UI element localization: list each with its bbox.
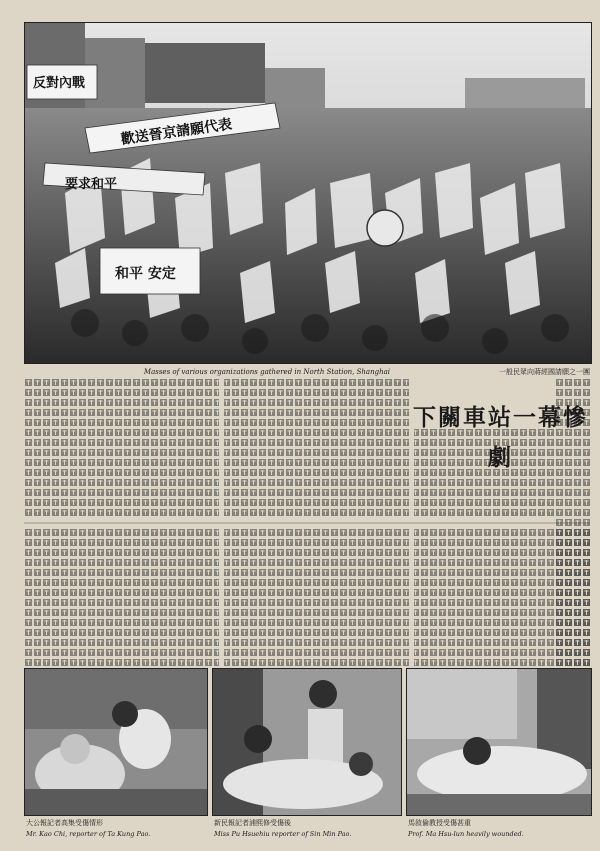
caption-kao-chi-zh: 大公報記者高集受傷情形 xyxy=(26,819,103,827)
photo-pu-hsuehiu xyxy=(212,668,402,816)
top-caption-en: Masses of various organizations gathered in North Station, Shanghai xyxy=(143,368,390,376)
caption-pu-hsuehiu xyxy=(214,818,400,846)
photo-ma-hsu-lun xyxy=(406,668,592,816)
banner-3 xyxy=(100,248,200,294)
crowd-photo-graphic xyxy=(25,23,591,363)
caption-ma-hsu-lun-en: Prof. Ma Hsu-lun heavily wounded. xyxy=(408,830,524,838)
top-caption-zh: 一般民眾向蔣經國請願之一團 xyxy=(499,368,590,376)
top-photo-caption xyxy=(130,366,590,378)
caption-pu-hsuehiu-en: Miss Pu Hsuehiu reporter of Sin Min Pao. xyxy=(214,830,352,838)
caption-kao-chi-en: Mr. Kao Chi, reporter of Ta Kung Pao. xyxy=(26,830,151,838)
caption-ma-hsu-lun-zh: 馬敘倫教授受傷甚重 xyxy=(408,819,471,827)
bottom-photo-strip xyxy=(24,668,590,814)
banner-4-text: 要求和平 xyxy=(65,177,118,192)
banner-2 xyxy=(27,65,97,99)
caption-ma-hsu-lun xyxy=(408,818,590,846)
caption-kao-chi xyxy=(26,818,206,846)
banner-3-text: 和平 安定 xyxy=(115,266,176,282)
article-headline: 下關車站一幕慘劇 xyxy=(413,404,588,472)
photo-kao-chi xyxy=(24,668,208,816)
banner-1-text: 歡送晉京請願代表 xyxy=(119,116,234,148)
crowd-photo xyxy=(24,22,592,364)
caption-pu-hsuehiu-zh: 新民報記者浦熙修受傷後 xyxy=(214,819,291,827)
banner-2-text: 反對內戰 xyxy=(33,76,86,91)
